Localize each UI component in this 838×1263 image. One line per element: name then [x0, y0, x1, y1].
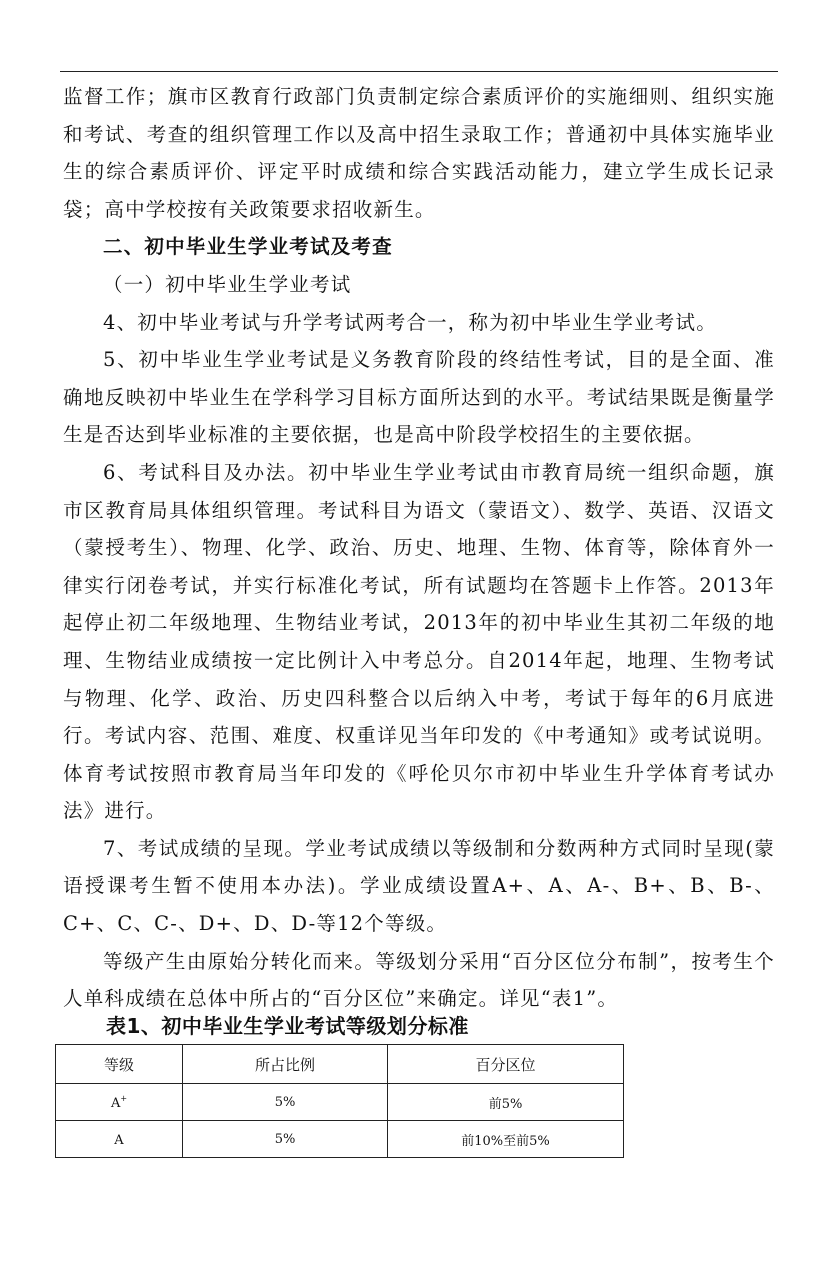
subsection-heading: （一）初中毕业生学业考试: [103, 272, 352, 296]
cell-grade: A+: [56, 1084, 183, 1121]
table-row: [56, 1084, 624, 1121]
table-row: [56, 1121, 624, 1158]
table-caption: 表1、初中毕业生学业考试等级划分标准: [106, 1014, 469, 1038]
section-heading: 二、初中毕业生学业考试及考查: [103, 235, 393, 259]
header-grade: 等级: [56, 1045, 183, 1084]
cell-position: 前5%: [388, 1084, 624, 1121]
table-header-row: [56, 1045, 624, 1084]
header-position: 百分区位: [388, 1045, 624, 1084]
header-rule: [60, 71, 778, 72]
grade-table: [55, 1044, 624, 1158]
header-ratio: 所占比例: [183, 1045, 388, 1084]
cell-position: 前10%至前5%: [388, 1121, 624, 1158]
paragraph-item-4: 4、初中毕业考试与升学考试两考合一，称为初中毕业生学业考试。: [103, 310, 717, 334]
document-body: [63, 78, 775, 1018]
paragraph-item-7: 7、考试成绩的呈现。学业考试成绩以等级制和分数两种方式同时呈现(蒙语授课考生暂不使用本办法)。学业成绩设置A+、A、A-、B+、B、B-、C+、C、C-、D+、D、D-等12个等级。: [63, 836, 775, 936]
cell-grade: A: [56, 1121, 183, 1158]
paragraph-item-5: 5、初中毕业生学业考试是义务教育阶段的终结性考试，目的是全面、准确地反映初中毕业生在学科学习目标方面所达到的水平。考试结果既是衡量学生是否达到毕业标准的主要依据，也是高中阶段学校招生的主要依据。: [63, 348, 775, 447]
paragraph-supervision: 监督工作；旗市区教育行政部门负责制定综合素质评价的实施细则、组织实施和考试、考查的组织管理工作以及高中招生录取工作；普通初中具体实施毕业生的综合素质评价、评定平时成绩和综合实践活动能力，建立学生成长记录袋；高中学校按有关政策要求招收新生。: [63, 85, 775, 221]
paragraph-grading: 等级产生由原始分转化而来。等级划分采用“百分区位分布制”，按考生个人单科成绩在总体中所占的“百分区位”来确定。详见“表1”。: [63, 949, 775, 1011]
paragraph-item-6: 6、考试科目及办法。初中毕业生学业考试由市教育局统一组织命题，旗市区教育局具体组织管理。考试科目为语文（蒙语文）、数学、英语、汉语文（蒙授考生）、物理、化学、政治、历史、地理、生物、体育等，除体育外一律实行闭卷考试，并实行标准化考试，所有试题均在答题卡上作答。2013年起停止初二年级地理、生物结业考试，2013年的初中毕业生其初二年级的地理、生物结业成绩按一定比例计入中考总分。自2014年起，地理、生物考试与物理、化学、政治、历史四科整合以后纳入中考，考试于每年的6月底进行。考试内容、范围、难度、权重详见当年印发的《中考通知》或考试说明。体育考试按照市教育局当年印发的《呼伦贝尔市初中毕业生升学体育考试办法》进行。: [63, 460, 775, 823]
cell-ratio: 5%: [183, 1084, 388, 1121]
cell-ratio: 5%: [183, 1121, 388, 1158]
